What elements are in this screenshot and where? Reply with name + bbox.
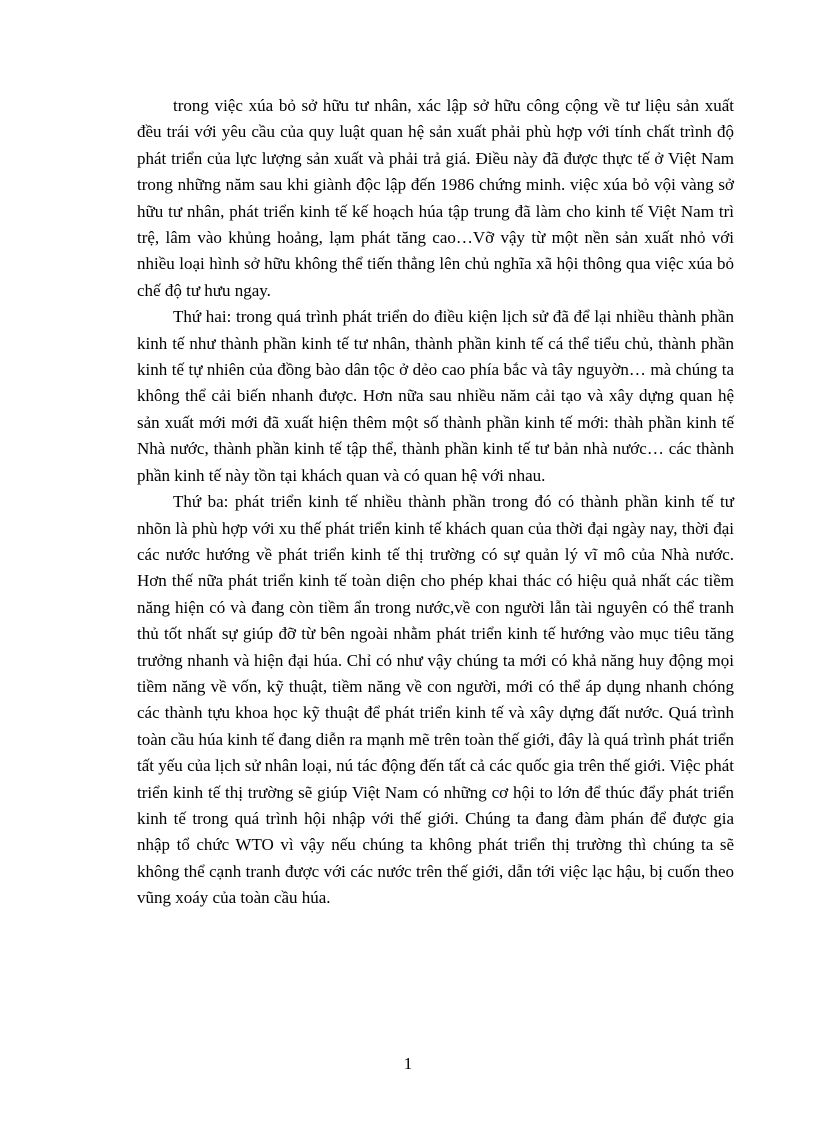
page-body: [137, 93, 734, 912]
paragraph-1: trong việc xúa bỏ sở hữu tư nhân, xác lập sở hữu công cộng về tư liệu sản xuất đều trái với yêu cầu của quy luật quan hệ sản xuất phải phù hợp với tính chất trình độ phát triển của lực lượng sản xuất và phải trả giá. Điều này đã được thực tế ở Việt Nam trong những năm sau khi giành độc lập đến 1986 chứng minh. việc xúa bỏ vội vàng sở hữu tư nhân, phát triển kinh tế kế hoạch húa tập trung đã làm cho kinh tế Việt Nam trì trệ, lâm vào khủng hoảng, lạm phát tăng cao…Vỡ vậy từ một nền sản xuất nhỏ với nhiều loại hình sở hữu không thể tiến thẳng lên chủ nghĩa xã hội thông qua việc xúa bỏ chế độ tư hưu ngay.: [137, 96, 734, 300]
paragraph-3: Thứ ba: phát triển kinh tế nhiều thành phần trong đó có thành phần kinh tế tư nhõn là phù hợp với xu thế phát triển kinh tế khách quan của thời đại ngày nay, thời đại các nước hướng về phát triển kinh tế thị trường có sự quản lý vĩ mô của Nhà nước. Hơn thế nữa phát triển kinh tế toàn diện cho phép khai thác có hiệu quả nhất các tiềm năng hiện có và đang còn tiềm ẩn trong nước,về con người lẫn tài nguyên có thể tranh thủ tốt nhất sự giúp đỡ từ bên ngoài nhằm phát triển kinh tế hướng vào mục tiêu tăng trưởng nhanh và hiện đại húa. Chỉ có như vậy chúng ta mới có khả năng huy động mọi tiềm năng về vốn, kỹ thuật, tiềm năng về con người, mới có thể áp dụng nhanh chóng các thành tựu khoa học kỹ thuật để phát triển kinh tế và xây dựng đất nước. Quá trình toàn cầu húa kinh tế đang diễn ra mạnh mẽ trên toàn thế giới, đây là quá trình phát triển tất yếu của lịch sử nhân loại, nú tác động đến tất cả các quốc gia trên thế giới. Việc phát triển kinh tế thị trường sẽ giúp Việt Nam có những cơ hội to lớn để thúc đẩy phát triển kinh tế trong quá trình hội nhập với thế giới. Chúng ta đang đàm phán để được gia nhập tổ chức WTO vì vậy nếu chúng ta không phát triển thị trường thì chúng ta sẽ không thể cạnh tranh được với các nước trên thế giới, dẫn tới việc lạc hậu, bị cuốn theo vũng xoáy của toàn cầu húa.: [137, 492, 734, 908]
page-number: 1: [403, 1054, 413, 1073]
paragraph-2: Thứ hai: trong quá trình phát triển do điều kiện lịch sử đã để lại nhiều thành phần kinh tế như thành phần kinh tế tư nhân, thành phần kinh tế cá thể tiểu chủ, thành phần kinh tế tự nhiên của đồng bào dân tộc ở dẻo cao phía bắc và tây nguyờn… mà chúng ta không thể cải biến nhanh được. Hơn nữa sau nhiều năm cải tạo và xây dựng quan hệ sản xuất mới mới đã xuất hiện thêm một số thành phần kinh tế mới: thàh phần kinh tế Nhà nước, thành phần kinh tế tập thể, thành phần kinh tế tư bản nhà nước… các thành phần kinh tế này tồn tại khách quan và có quan hệ với nhau.: [137, 307, 734, 485]
